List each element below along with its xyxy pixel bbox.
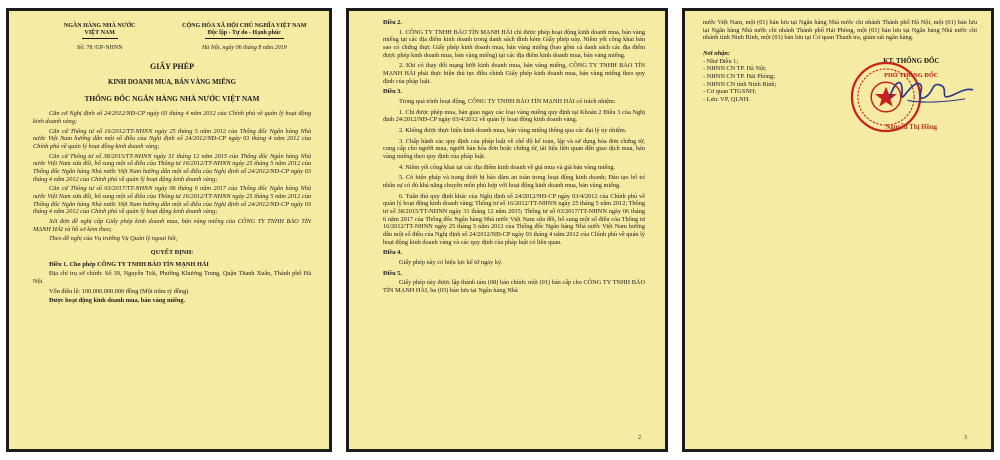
- article-3-clause: 1. Chỉ được phép mua, bán giao ngay các loại vàng miếng quy định tại Khoản 2 Điều 3 của Nghị định 24/2012/NĐ-CP ngày 03/4/2012 về quản lý hoạt động kinh doanh vàng.: [383, 108, 645, 124]
- preamble-item: Căn cứ Thông tư số 16/2012/TT-NHNN ngày 25 tháng 5 năm 2012 của Thống đốc Ngân hàng Nhà nước Việt Nam hướng dẫn một số điều của Nghị định số 24/2012/NĐ-CP ngày 03 tháng 4 năm 2012 của Chính phủ về quản lý hoạt động kinh doanh vàng;: [33, 127, 311, 151]
- issuer-block: [33, 23, 166, 52]
- national-header: [178, 23, 311, 52]
- recipient-item: - Như Điều 1;: [703, 57, 739, 65]
- signer-name: Nguyễn Thị Hồng: [885, 124, 938, 132]
- recipients-block: [703, 50, 829, 142]
- document-number: Số: 78 /GP-NHNN: [76, 44, 123, 51]
- document-header: [33, 23, 311, 52]
- page-number: 2: [638, 435, 641, 441]
- article-2-clause: 1. CÔNG TY TNHH BẢO TÍN MẠNH HẢI chỉ được phép hoạt động kinh doanh mua, bán vàng miếng tại các địa điểm kinh doanh trong danh sách đính kèm Giấy phép này. Niêm yết công khai bản sao có chứng thực Giấy phép kinh doanh mua, bán vàng miếng (bao gồm cả danh sách các địa điểm được phép kinh doanh mua, bán vàng miếng) tại các địa điểm kinh doanh mua, bán vàng miếng.: [383, 28, 645, 59]
- decision-heading: QUYẾT ĐỊNH:: [150, 249, 194, 257]
- national-motto: Độc lập - Tự do - Hạnh phúc: [178, 30, 311, 38]
- article-3-clause: 2. Không được thực hiện kinh doanh mua, bán vàng miếng thông qua các đại lý ủy nhiệm.: [399, 127, 627, 135]
- article-1: Điều 1. Cho phép CÔNG TY TNHH BẢO TÍN MẠNH HẢI: [49, 260, 209, 268]
- sign-prefix: KT. THỐNG ĐỐC: [883, 57, 940, 66]
- article-5-title: Điều 5.: [383, 269, 402, 277]
- republic-name: CỘNG HÒA XÃ HỘI CHỦ NGHĨA VIỆT NAM: [182, 23, 307, 29]
- article-4-title: Điều 4.: [383, 249, 402, 257]
- article-5-text: Giấy phép này được lập thành tám (08) bản chính: một (01) bản cấp cho CÔNG TY TNHH BẢO TÍN MẠNH HẢI, ba (03) bản lưu tại Ngân hàng Nhà: [383, 279, 645, 295]
- article-3-intro: Trong quá trình hoạt động, CÔNG TY TNHH BẢO TÍN MẠNH HẢI có trách nhiệm:: [399, 98, 616, 106]
- preamble-item: Căn cứ Thông tư số 03/2017/TT-NHNN ngày 06 tháng 6 năm 2017 của Thống đốc Ngân hàng Nhà nước Việt Nam sửa đổi, bổ sung một số điều của Thông tư 16/2012/TT-NHNN ngày 25 tháng 5 năm 2012 của Thống đốc Ngân hàng Nhà nước Việt Nam hướng dẫn một số điều của Nghị định số 24/2012/NĐ-CP ngày 03 tháng 4 năm 2012 của Chính phủ về quản lý hoạt động kinh doanh vàng;: [33, 185, 311, 216]
- recipient-item: - NHNN CN TP. Hà Nội;: [703, 65, 767, 73]
- recipient-item: - NHNN CN TP. Hải Phòng;: [703, 73, 775, 81]
- page-3: [682, 8, 994, 452]
- article-3-clause: 4. Niêm yết công khai tại các địa điểm kinh doanh về giá mua và giá bán vàng miếng.: [399, 163, 616, 171]
- article-4-text: Giấy phép này có hiệu lực kể từ ngày ký.: [399, 259, 503, 267]
- place-date: Hà Nội, ngày 06 tháng 8 năm 2019: [201, 44, 287, 51]
- preamble-item: Căn cứ Thông tư số 38/2015/TT-NHNN ngày 31 tháng 12 năm 2015 của Thống đốc Ngân hàng Nhà nước Việt Nam sửa đổi, bổ sung một số điều của Thông tư 16/2012/TT-NHNN ngày 25 tháng 5 năm 2012 của Thống đốc Ngân hàng Nhà nước Việt Nam hướng dẫn một số điều của Nghị định số 24/2012/NĐ-CP ngày 03 tháng 4 năm 2012 của Chính phủ về quản lý hoạt động kinh doanh vàng;: [33, 152, 311, 183]
- page-1: [6, 8, 332, 452]
- issuer-name: NGÂN HÀNG NHÀ NƯỚC: [63, 23, 136, 29]
- preamble-item: Xét đơn đề nghị cấp Giấy phép kinh doanh mua, bán vàng miếng của CÔNG TY TNHH BẢO TÍN MẠNH HẢI và hồ sơ kèm theo;: [33, 218, 311, 233]
- signer-role: PHÓ THỐNG ĐỐC: [884, 72, 939, 80]
- article-3-clause: 3. Chấp hành các quy định của pháp luật về chế độ kế toán, lập và sử dụng hóa đơn chứng từ, cung cấp cho người mua, người bán hóa đơn hoặc chứng từ, tài liệu liên quan đến giao dịch mua, bán vàng miếng theo quy định của pháp luật.: [383, 137, 645, 161]
- signature-block: [845, 50, 977, 142]
- article-2-title: Điều 2.: [383, 19, 402, 26]
- document-title: GIẤY PHÉP: [150, 61, 194, 71]
- recipient-item: - Lưu: VP, QLNH.: [703, 96, 750, 104]
- preamble: [33, 110, 311, 243]
- article-3-title: Điều 3.: [383, 88, 402, 96]
- handwritten-signature-icon: [885, 74, 977, 110]
- head-office-address: Địa chỉ trụ sở chính: Số 39, Nguyễn Trãi, Phường Khương Trung, Quận Thanh Xuân, Thành phố Hà Nội: [33, 270, 311, 286]
- recipient-item: - Cơ quan TTGSNH;: [703, 88, 757, 96]
- article-2-clause: 2. Khi có thay đổi mạng lưới kinh doanh mua, bán vàng miếng, CÔNG TY TNHH BẢO TÍN MẠNH HẢI phải thực hiện thủ tục điều chỉnh Giấy phép kinh doanh mua, bán vàng miếng theo quy định của pháp luật.: [383, 62, 645, 85]
- article-3-clause: 6. Tuân thủ quy định khác của Nghị định số 24/2012/NĐ-CP ngày 03/4/2012 của Chính phủ về quản lý hoạt động kinh doanh vàng; Thông tư số 16/2012/TT-NHNN ngày 25 tháng 5 năm 2012; Thông tư số 38/2015/TT-NHNN ngày 31 tháng 12 năm 2015; Thông tư số 03/2017/TT-NHNN ngày 06 tháng 6 năm 2017 của Thống đốc Ngân hàng Nhà nước Việt Nam sửa đổi, bổ sung một số điều của Thông tư 16/2012/TT-NHNN ngày 25 tháng 5 năm 2012 của Thống đốc Ngân hàng Nhà nước Việt Nam hướng dẫn một số điều của Nghị định số 24/2012/NĐ-CP ngày 03 tháng 4 năm 2012 của Chính phủ về quản lý hoạt động kinh doanh vàng và các quy định của pháp luật có liên quan.: [383, 192, 645, 246]
- preamble-item: Theo đề nghị của Vụ trưởng Vụ Quản lý ngoại hối,: [49, 235, 178, 243]
- preamble-item: Căn cứ Nghị định số 24/2012/NĐ-CP ngày 03 tháng 4 năm 2012 của Chính phủ về quản lý hoạt động kinh doanh vàng;: [33, 110, 311, 125]
- permitted-activity: Được hoạt động kinh doanh mua, bán vàng miếng.: [49, 297, 186, 305]
- article-5-continuation: nước Việt Nam, một (01) bản lưu tại Ngân hàng Nhà nước chi nhánh Thành phố Hà Nội, một (01) bản lưu tại Ngân hàng Nhà nước chi nhánh Thành phố Hải Phòng, một (01) bản lưu tại Ngân hàng Nhà nước chi nhánh tỉnh Ninh Bình, một (01) bản lưu tại Cơ quan Thanh tra, giám sát ngân hàng.: [703, 19, 977, 42]
- document-subtitle: KINH DOANH MUA, BÁN VÀNG MIẾNG: [108, 78, 236, 86]
- charter-capital: Vốn điều lệ: 100.000.000.000 đồng (Một trăm tỷ đồng): [49, 287, 189, 295]
- issuer-country: VIỆT NAM: [33, 30, 166, 38]
- recipients-title: Nơi nhận:: [703, 50, 731, 58]
- article-3-clause: 5. Có biện pháp và trang thiết bị bảo đảm an toàn trong hoạt động kinh doanh; Đào tạo bố trí nhân sự có đủ khả năng chuyên môn phù hợp với hoạt động kinh doanh mua, bán vàng miếng.: [383, 174, 645, 190]
- recipient-item: - NHNN CN tỉnh Ninh Bình;: [703, 80, 777, 88]
- issuing-authority: THỐNG ĐỐC NGÂN HÀNG NHÀ NƯỚC VIỆT NAM: [84, 93, 260, 103]
- page-number: 3: [964, 435, 967, 441]
- page-2: [346, 8, 668, 452]
